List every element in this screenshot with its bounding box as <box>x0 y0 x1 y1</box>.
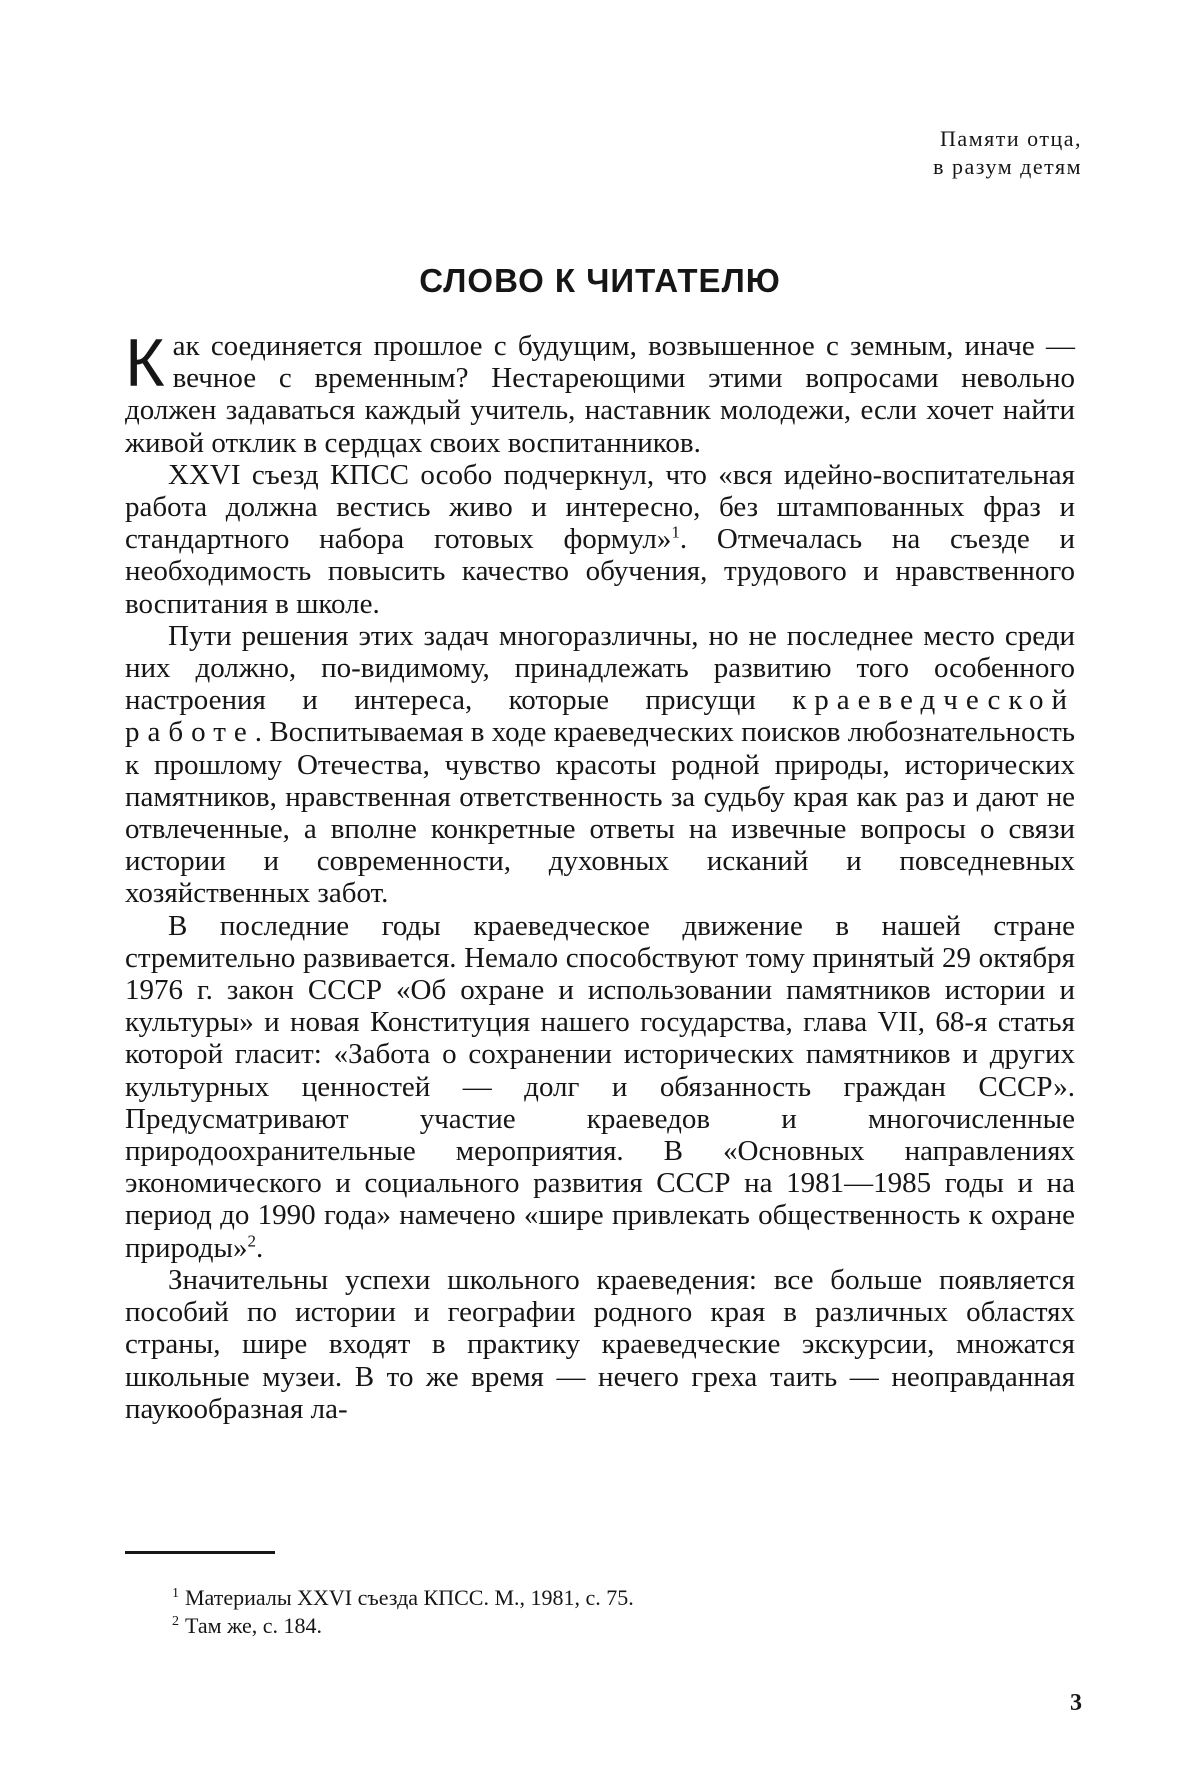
drop-cap: К <box>125 325 165 401</box>
footnote-1 <box>172 1584 634 1612</box>
epigraph <box>933 125 1082 181</box>
paragraph-1-text: ак соединяется прошлое с будущим, возвышенное с земным, иначе — вечное с временным? Нестареющими этими вопросами невольно должен задаваться каждый учитель, наставник молодежи, если хочет найти живой отклик в сердцах своих воспитанников. <box>125 330 1075 459</box>
paragraph-5 <box>125 1264 1075 1425</box>
paragraph-1 <box>125 325 1075 459</box>
footnote-1-text: Материалы XXVI съезда КПСС. М., 1981, с. 75. <box>185 1585 634 1610</box>
page-number: 3 <box>1070 1690 1082 1716</box>
footnote-2-mark: 2 <box>172 1613 179 1629</box>
epigraph-line-1: Памяти отца, <box>940 126 1082 151</box>
paragraph-4-text: В последние годы краеведческое движение в нашей стране стремительно развивается. Немало способствуют тому принятый 29 октября 1976 г. закон СССР «Об охране и использовании памятников истории и культуры» и новая Конституция нашего государства, глава VII, 68-я статья которой гласит: «Забота о сохранении исторических памятников и других культурных ценностей — долг и обязанность граждан СССР». Предусматривают участие краеведов и многочисленные природоохранительные мероприятия. В «Основных направлениях экономического и социального развития СССР на 1981—1985 годы и на период до 1990 года» намечено «шире привлекать общественность к охране природы» <box>125 909 1075 1264</box>
epigraph-line-2: в разум детям <box>933 154 1082 179</box>
footnote-ref-1: 1 <box>671 522 680 542</box>
footnote-ref-2: 2 <box>247 1231 256 1251</box>
footnotes <box>172 1584 634 1640</box>
paragraph-3-text-after: . Воспитываемая в ходе краеведческих поисков любознательность к прошлому Отечества, чувство красоты родной природы, исторических памятников, нравственная ответственность за судьбу края как раз и дают не отвлеченные, а вполне конкретные ответы на извечные вопросы о связи истории и современности, духовных исканий и повседневных хозяйственных забот. <box>125 716 1075 910</box>
paragraph-2 <box>125 459 1075 620</box>
paragraph-2-text-after: . Отмечалась на съезде и необходимость повысить качество обучения, трудового и нравственного воспитания в школе. <box>125 523 1075 620</box>
footnote-2-text: Там же, с. 184. <box>185 1613 323 1638</box>
footnote-divider <box>125 1551 275 1554</box>
paragraph-4 <box>125 910 1075 1264</box>
paragraph-3-emphasis: краеведческой работе <box>125 684 1075 749</box>
footnote-1-mark: 1 <box>172 1585 179 1601</box>
paragraph-3-text-before: Пути решения этих задач многоразличны, но не последнее место среди них должно, по-видимому, принадлежать развитию того особенного настроения и интереса, которые присущи <box>125 619 1075 717</box>
paragraph-5-text: Значительны успехи школьного краеведения: все больше появляется пособий по истории и географии родного края в различных областях страны, шире входят в практику краеведческие экскурсии, множатся школьные музеи. В то же время — нечего греха таить — неоправданная паукообразная ла- <box>125 1263 1075 1425</box>
body-text <box>125 325 1075 1425</box>
paragraph-4-text-after: . <box>255 1231 264 1264</box>
chapter-title: СЛОВО К ЧИТАТЕЛЮ <box>419 262 781 299</box>
paragraph-2-text: XXVI съезд КПСС особо подчеркнул, что «вся идейно-воспитательная работа должна вестись живо и интересно, без штампованных фраз и стандартного набора готовых формул» <box>125 458 1075 556</box>
footnote-2 <box>172 1612 634 1640</box>
paragraph-3 <box>125 620 1075 910</box>
